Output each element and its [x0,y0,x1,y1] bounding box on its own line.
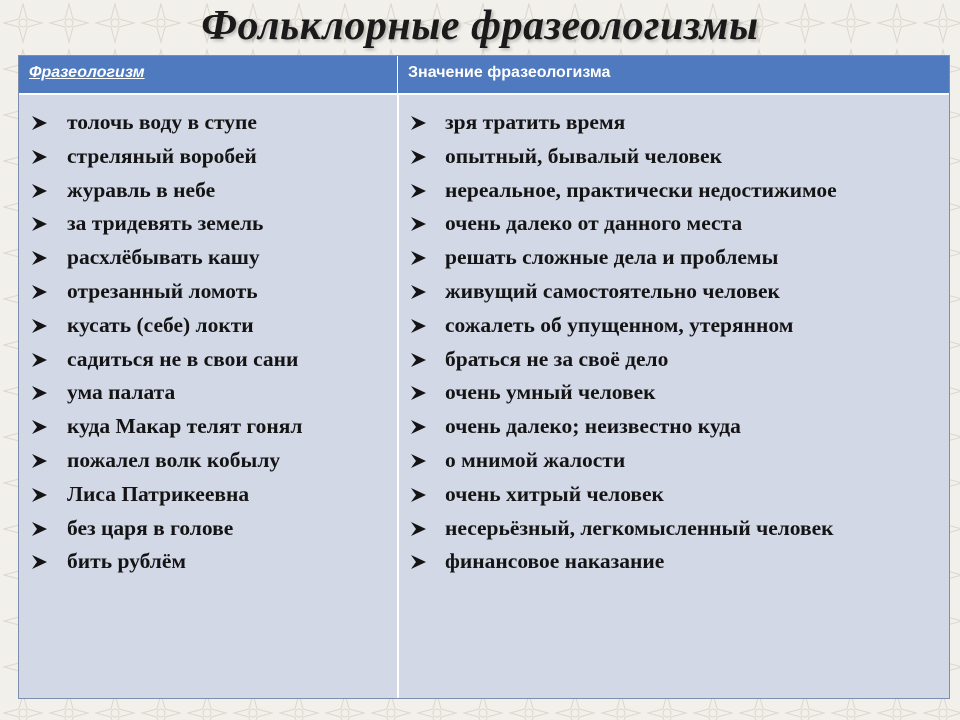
phrase-text: без царя в голове [67,515,234,540]
phrase-item [19,275,397,309]
phrase-text: за тридевять земель [67,211,264,236]
header-meaning: Значение фразеологизма [397,56,949,93]
slide-title: Фольклорные фразеологизмы [201,3,759,49]
phrase-text: толочь воду в ступе [67,110,257,134]
phrase-text: журавль в небе [67,177,216,202]
meaning-text: браться не за своё дело [445,346,669,371]
meaning-text: о мнимой жалости [445,447,626,472]
meaning-text: очень далеко от данного места [445,211,743,236]
phrase-cell [19,95,397,698]
meaning-list [399,106,949,579]
meaning-text: нереальное, практически недостижимое [445,177,837,202]
meaning-item [399,275,949,309]
phrase-item [19,410,397,444]
phrase-text: куда Макар телят гонял [67,414,303,439]
phrase-item [19,512,397,546]
meaning-text: очень умный человек [445,380,656,405]
phrase-item [19,241,397,275]
arrowhead-bullet-icon [31,410,49,444]
meaning-text: живущий самостоятельно человек [445,278,780,303]
arrowhead-bullet-icon [31,545,49,579]
meaning-text: сожалеть об упущенном, утерянном [445,312,794,337]
arrowhead-bullet-icon [31,140,49,174]
phrase-text: бить рублём [67,549,187,574]
meaning-text: финансовое наказание [445,549,665,574]
arrowhead-bullet-icon [31,343,49,377]
phrase-item [19,444,397,478]
phrase-item [19,140,397,174]
phrase-item [19,478,397,512]
meaning-item [399,106,949,140]
meaning-item [399,376,949,410]
meaning-item [399,309,949,343]
phrase-item [19,174,397,208]
arrowhead-bullet-icon [410,444,428,478]
meaning-text: зря тратить время [445,110,626,134]
meaning-item [399,545,949,579]
phrase-text: пожалел волк кобылу [67,447,281,472]
meaning-item [399,174,949,208]
phrase-item [19,343,397,377]
arrowhead-bullet-icon [410,478,428,512]
meaning-text: очень хитрый человек [445,481,664,506]
phrase-item [19,106,397,140]
arrowhead-bullet-icon [31,478,49,512]
phrase-text: кусать (себе) локти [67,312,254,337]
meaning-item [399,140,949,174]
meaning-cell [397,95,949,698]
meaning-item [399,444,949,478]
arrowhead-bullet-icon [31,376,49,410]
meaning-text: очень далеко; неизвестно куда [445,414,741,439]
meaning-item [399,410,949,444]
header-phrase: Фразеологизм [29,64,145,81]
phrase-item [19,309,397,343]
phrase-text: Лиса Патрикеевна [67,481,250,506]
arrowhead-bullet-icon [31,207,49,241]
arrowhead-bullet-icon [410,309,428,343]
table-body [19,95,949,698]
meaning-text: несерьёзный, легкомысленный человек [445,515,834,540]
meaning-text: опытный, бывалый человек [445,143,722,168]
arrowhead-bullet-icon [410,343,428,377]
phrase-text: ума палата [67,380,176,405]
phrase-text: стреляный воробей [67,143,257,168]
phrase-text: отрезанный ломоть [67,278,258,303]
meaning-item [399,512,949,546]
phrase-item [19,545,397,579]
arrowhead-bullet-icon [31,275,49,309]
table-header [19,56,949,95]
phrase-text: садиться не в свои сани [67,346,299,371]
meaning-text: решать сложные дела и проблемы [445,245,779,270]
arrowhead-bullet-icon [31,309,49,343]
arrowhead-bullet-icon [410,241,428,275]
meaning-item [399,207,949,241]
arrowhead-bullet-icon [410,174,428,208]
phrase-list [19,106,397,579]
arrowhead-bullet-icon [410,376,428,410]
phraseology-table [18,55,950,699]
arrowhead-bullet-icon [410,545,428,579]
meaning-item [399,241,949,275]
arrowhead-bullet-icon [410,207,428,241]
arrowhead-bullet-icon [410,140,428,174]
arrowhead-bullet-icon [31,512,49,546]
phrase-item [19,376,397,410]
arrowhead-bullet-icon [410,106,428,140]
arrowhead-bullet-icon [31,106,49,140]
arrowhead-bullet-icon [410,275,428,309]
arrowhead-bullet-icon [410,512,428,546]
phrase-item [19,207,397,241]
phrase-text: расхлёбывать кашу [67,245,260,270]
arrowhead-bullet-icon [31,444,49,478]
arrowhead-bullet-icon [410,410,428,444]
meaning-item [399,343,949,377]
arrowhead-bullet-icon [31,174,49,208]
arrowhead-bullet-icon [31,241,49,275]
meaning-item [399,478,949,512]
